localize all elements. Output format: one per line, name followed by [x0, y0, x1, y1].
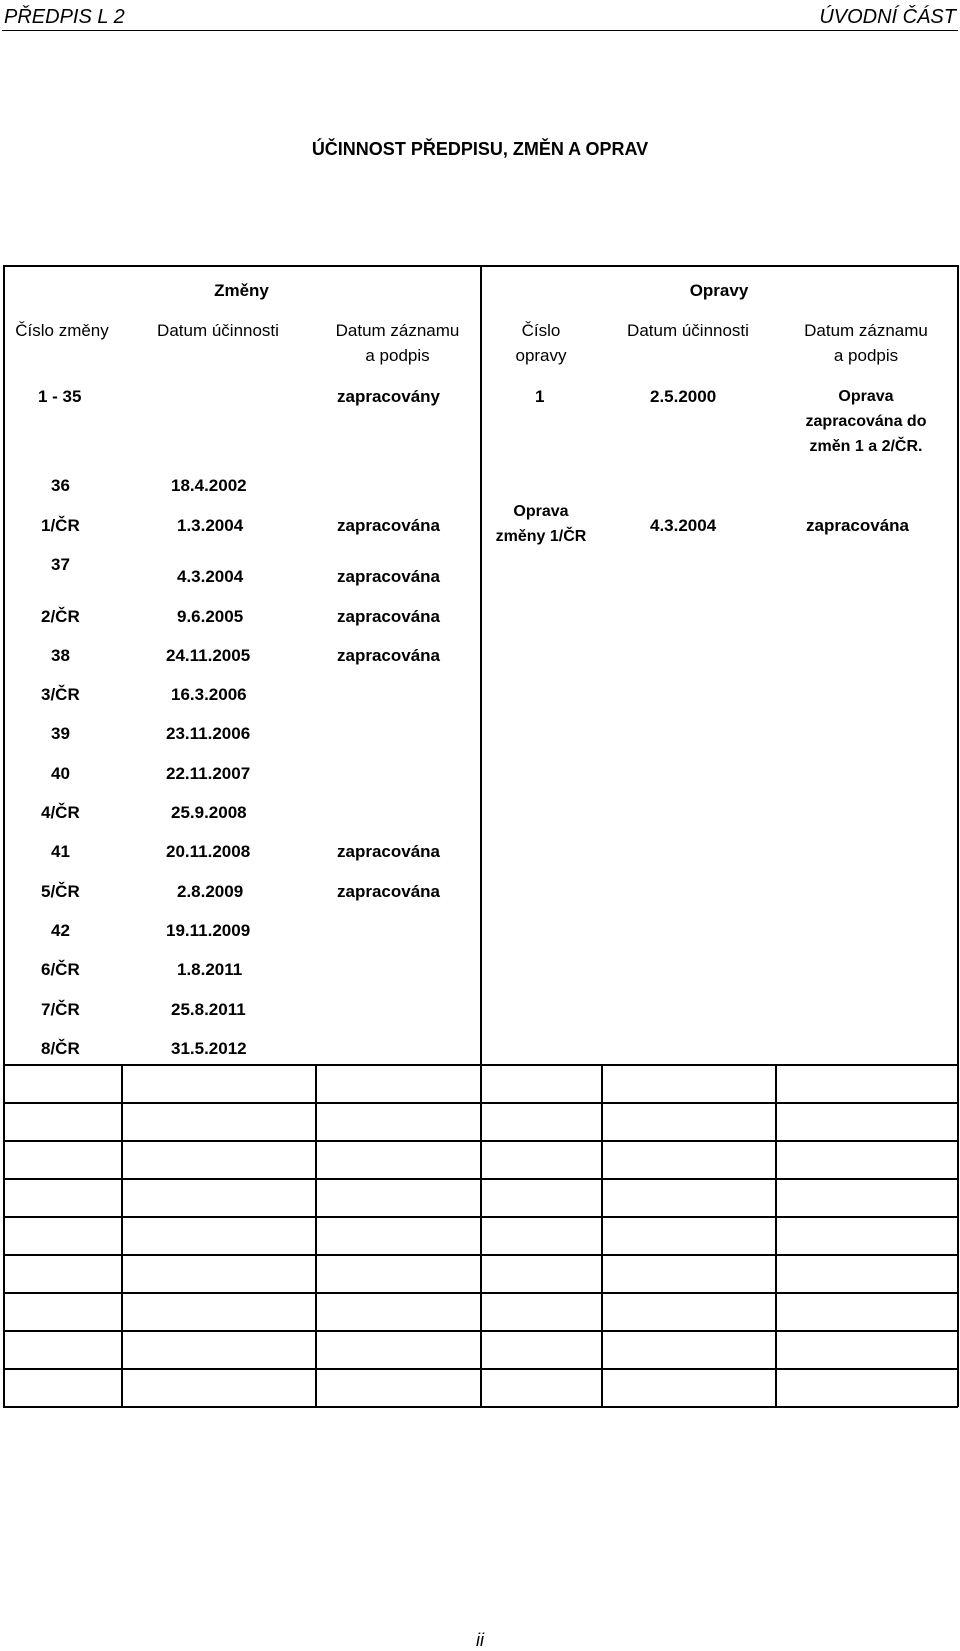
table-column-line [121, 1064, 123, 1407]
change-number: 39 [51, 724, 70, 743]
change-effective-date: 1.3.2004 [177, 516, 244, 535]
change-effective-date: 31.5.2012 [171, 1039, 247, 1058]
change-effective-date: 24.11.2005 [166, 646, 251, 665]
change-number: 41 [51, 842, 70, 861]
correction-status-line2: zapracována do [805, 413, 927, 430]
column-header-change-record: Datum záznamu [335, 321, 460, 340]
column-header-change-record-line2: a podpis [365, 346, 430, 365]
change-number: 36 [51, 476, 70, 495]
column-header-change-number: Číslo změny [15, 321, 109, 340]
table-group-divider [480, 265, 482, 1407]
change-effective-date: 23.11.2006 [166, 724, 251, 743]
column-header-correction-effective: Datum účinnosti [627, 321, 749, 340]
table-column-line [775, 1064, 777, 1407]
column-header-correction-record-line2: a podpis [833, 346, 899, 365]
change-number: 37 [51, 555, 70, 574]
change-number: 6/ČR [41, 960, 80, 979]
header-document-name: PŘEDPIS L 2 [4, 6, 125, 28]
correction-effective-date: 2.5.2000 [650, 387, 717, 406]
change-status: zapracována [337, 516, 440, 535]
change-effective-date: 2.8.2009 [177, 882, 244, 901]
change-number: 1/ČR [41, 516, 80, 535]
change-number: 7/ČR [41, 1000, 80, 1019]
change-effective-date: 19.11.2009 [166, 921, 251, 940]
change-effective-date: 9.6.2005 [177, 607, 244, 626]
correction-number: 1 [535, 387, 545, 406]
change-status: zapracována [337, 646, 440, 665]
change-effective-date: 20.11.2008 [166, 842, 251, 861]
table-border-left [3, 265, 5, 1407]
change-effective-date: 25.8.2011 [171, 1000, 246, 1019]
correction-status: Oprava [838, 388, 894, 405]
group-header-changes: Změny [214, 281, 269, 300]
correction-number: Oprava [513, 503, 569, 520]
change-number: 40 [51, 764, 70, 783]
table-border-right [957, 265, 959, 1407]
change-effective-date: 1.8.2011 [177, 960, 243, 979]
change-effective-date: 25.9.2008 [171, 803, 247, 822]
change-effective-date: 22.11.2007 [166, 764, 251, 783]
column-header-correction-number-line2: opravy [515, 346, 567, 365]
page-number: ii [476, 1630, 484, 1650]
change-number: 42 [51, 921, 70, 940]
change-number: 38 [51, 646, 70, 665]
change-number: 3/ČR [41, 685, 80, 704]
group-header-corrections: Opravy [689, 281, 749, 300]
change-number: 5/ČR [41, 882, 80, 901]
change-status: zapracována [337, 607, 440, 626]
table-column-line [601, 1064, 603, 1407]
change-effective-date: 4.3.2004 [177, 567, 244, 586]
change-effective-date: 16.3.2006 [171, 685, 247, 704]
change-number: 4/ČR [41, 803, 80, 822]
change-effective-date: 18.4.2002 [171, 476, 247, 495]
document-title: ÚČINNOST PŘEDPISU, ZMĚN A OPRAV [311, 139, 649, 159]
column-header-change-effective: Datum účinnosti [157, 321, 279, 340]
table-column-line [315, 1064, 317, 1407]
correction-number-line2: změny 1/ČR [495, 528, 587, 545]
change-status: zapracována [337, 567, 440, 586]
column-header-correction-record: Datum záznamu [804, 321, 928, 340]
change-status: zapracovány [337, 387, 440, 406]
correction-status-line3: změn 1 a 2/ČR. [809, 438, 923, 455]
change-status: zapracována [337, 842, 440, 861]
change-number: 2/ČR [41, 607, 80, 626]
correction-effective-date: 4.3.2004 [650, 516, 717, 535]
change-number: 1 - 35 [38, 387, 82, 406]
change-number: 8/ČR [41, 1039, 80, 1058]
column-header-correction-number: Číslo [521, 321, 561, 340]
correction-status: zapracována [806, 516, 909, 535]
header-section-name: ÚVODNÍ ČÁST [819, 6, 956, 28]
change-status: zapracována [337, 882, 440, 901]
